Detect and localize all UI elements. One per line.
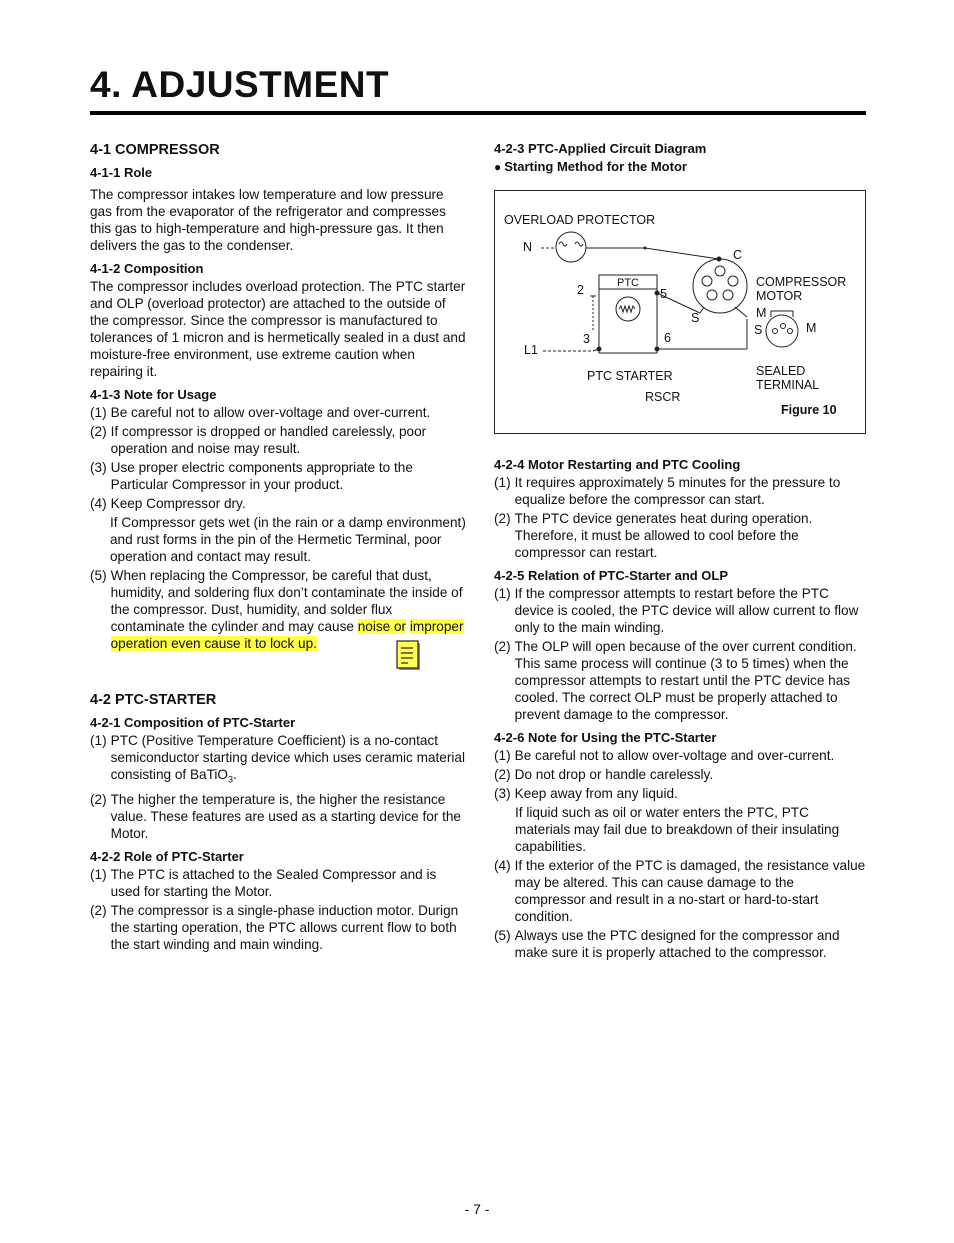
- list-item: [494, 510, 866, 561]
- item-number: (1): [494, 748, 511, 763]
- section-4-1-heading: 4-1 COMPRESSOR: [90, 142, 220, 158]
- list-item: [90, 866, 468, 900]
- item-text: It requires approximately 5 minutes for the pressure to equalize before the compressor can start.: [514, 475, 841, 507]
- list-item: [494, 747, 866, 764]
- item-text: The compressor is a single-phase induction motor. Durign the starting operation, the PTC allows current flow to both the start winding and main winding.: [110, 902, 459, 952]
- item-number: (2): [90, 791, 107, 807]
- terminal-s-label: S: [691, 311, 700, 325]
- item-1-tail: .: [233, 767, 237, 782]
- item-number: (4): [90, 496, 107, 511]
- item-text: If the compressor attempts to restart before the PTC device is cooled, the PTC device will allow current to flow only to the main winding.: [514, 586, 859, 635]
- item-text: Keep Compressor dry.: [110, 496, 246, 511]
- item-text: The PTC device generates heat during operation. Therefore, it must be allowed to cool before the compressor can restart.: [514, 511, 813, 560]
- item-number: (1): [494, 586, 511, 601]
- section-4-2-1-heading: 4-2-1 Composition of PTC-Starter: [90, 715, 296, 730]
- item-text: The OLP will open because of the over current condition. This same process will continue (3 to 5 times) when the compressor attempts to restart until the PTC device has cooled. The correct OLP must be properly attached to prevent damage to the compressor.: [514, 639, 857, 722]
- note-icon[interactable]: [396, 640, 422, 672]
- item-3-extra-text: If liquid such as oil or water enters the PTC, PTC materials may fail due to breakdown of their insulating capabilities.: [515, 805, 840, 854]
- item-text: If the exterior of the PTC is damaged, the resistance value may be altered. This can cause damage to the compressor and result in a no-start or hard-to-start condition.: [514, 858, 866, 924]
- subheading: [494, 158, 866, 176]
- overload-protector-label: OVERLOAD PROTECTOR: [504, 213, 656, 227]
- ptc-starter-label: PTC STARTER: [587, 369, 673, 383]
- item-number: (1): [494, 475, 511, 490]
- list-item: [494, 638, 866, 723]
- section-4-1-1-heading: 4-1-1 Role: [90, 165, 153, 180]
- ptc-label: PTC: [617, 277, 639, 289]
- item-number: (1): [90, 733, 107, 748]
- right-column: [494, 140, 866, 961]
- item-text: Be careful not to allow over-voltage and over-current.: [514, 748, 835, 763]
- section-4-1-2-text: The compressor includes overload protection. The PTC starter and OLP (overload protector) are attached to the outside of the compressor. Since the compressor is manufactured to tolerances of 1 micron and is hermetically sealed in a dust and moisture-free environment, use extreme caution when repairing it.: [90, 279, 466, 379]
- list-item: [90, 495, 468, 512]
- starting-method-heading: Starting Method for the Motor: [504, 159, 687, 174]
- list-item: [90, 459, 468, 493]
- sealed-m-label: M: [806, 321, 817, 335]
- subscript: 3: [227, 774, 233, 785]
- item-text: Keep away from any liquid.: [514, 786, 678, 801]
- sealed-label: SEALED: [756, 364, 806, 378]
- item-number: (4): [494, 858, 511, 873]
- item-text: The PTC is attached to the Sealed Compressor and is used for starting the Motor.: [110, 866, 437, 899]
- bullet-icon: ●: [494, 159, 502, 174]
- item-text: If compressor is dropped or handled carelessly, poor operation and noise may result.: [110, 424, 427, 456]
- item-number: (2): [90, 902, 107, 918]
- usage-list: [90, 404, 468, 652]
- rscr-label: RSCR: [645, 390, 681, 404]
- section-4-1-1-text: The compressor intakes low temperature and low pressure gas from the evaporator of the refrigerator and compresses this gas to high-temperature and high-pressure gas. It then delivers the gas to the condenser.: [90, 187, 446, 253]
- item-number: (2): [90, 424, 107, 439]
- terminal-m-label: M: [756, 306, 767, 320]
- list-item: [90, 732, 468, 789]
- item-number: (1): [90, 866, 107, 882]
- list-item: [90, 404, 468, 421]
- item-number: (5): [90, 568, 107, 583]
- item-number: (3): [90, 460, 107, 475]
- item-text: The higher the temperature is, the higher the resistance value. These features are used as a starting device for the Motor.: [110, 791, 461, 841]
- item-text: Use proper electric components appropriate to the Particular Compressor in your product.: [110, 460, 413, 492]
- section-4-2-2-heading: 4-2-2 Role of PTC-Starter: [90, 848, 244, 864]
- list-item: [494, 585, 866, 636]
- list-item: [494, 766, 866, 783]
- list-item: [90, 902, 468, 953]
- terminal-5-label: 5: [660, 287, 667, 301]
- section-4-2-4-heading: 4-2-4 Motor Restarting and PTC Cooling: [494, 457, 741, 472]
- highlighted-text: improper operation even cause it to lock up.: [110, 619, 464, 651]
- section-4-2-3-heading: 4-2-3 PTC-Applied Circuit Diagram: [494, 141, 707, 156]
- item-number: (2): [494, 767, 511, 782]
- terminal-l1-label: L1: [524, 343, 538, 357]
- terminal-label: TERMINAL: [756, 378, 820, 392]
- left-column: [90, 140, 468, 953]
- item-number: (5): [494, 928, 511, 943]
- section-4-2-heading: 4-2 PTC-STARTER: [90, 692, 217, 708]
- list-item: [494, 927, 866, 961]
- item-5-text: When replacing the Compressor, be careful that dust, humidity, and soldering flux don’t contaminate the inside of the compressor. Dust, humidity, and solder flux contaminate the cylinder and may cause: [110, 568, 463, 634]
- section-4-2-5-heading: 4-2-5 Relation of PTC-Starter and OLP: [494, 568, 729, 583]
- page-number: - 7 -: [464, 1201, 490, 1217]
- terminal-c-label: C: [733, 248, 743, 262]
- list-item: [90, 423, 468, 457]
- highlighted-text: noise or: [357, 619, 407, 634]
- item-number: (1): [90, 405, 107, 420]
- item-number: (2): [494, 511, 511, 526]
- list-item: [494, 785, 866, 802]
- list-item: [494, 474, 866, 508]
- section-4-1-3-heading: 4-1-3 Note for Usage: [90, 387, 217, 402]
- title-rule: [90, 111, 866, 115]
- terminal-3-label: 3: [583, 332, 590, 346]
- item-number: (2): [494, 639, 511, 654]
- motor-label: MOTOR: [756, 289, 803, 303]
- list-item: [90, 791, 468, 842]
- item-text: Do not drop or handle carelessly.: [514, 767, 714, 782]
- terminal-2-label: 2: [577, 283, 584, 297]
- section-4-1-2-heading: 4-1-2 Composition: [90, 261, 204, 276]
- compressor-label: COMPRESSOR: [756, 275, 847, 289]
- terminal-6-label: 6: [664, 331, 671, 345]
- item-text: [111, 732, 468, 789]
- figure-caption: Figure 10: [781, 403, 837, 417]
- item-4-extra-text: If Compressor gets wet (in the rain or a damp environment) and rust forms in the pin of the Hermetic Terminal, poor operation and contact may result.: [110, 515, 466, 564]
- circuit-diagram: [494, 190, 866, 434]
- item-number: (3): [494, 786, 511, 801]
- item-1-text: PTC (Positive Temperature Coefficient) is a no-contact semiconductor starting device which uses ceramic material consisting of BaTiO: [110, 733, 465, 782]
- item-text: Be careful not to allow over-voltage and over-current.: [110, 405, 431, 420]
- item-text: Always use the PTC designed for the compressor and make sure it is properly attached to the compressor.: [514, 928, 840, 960]
- page-title: 4. ADJUSTMENT: [90, 64, 390, 105]
- terminal-n-label: N: [523, 240, 533, 254]
- list-item: [494, 857, 866, 925]
- sealed-s-label: S: [754, 323, 763, 337]
- section-4-2-6-heading: 4-2-6 Note for Using the PTC-Starter: [494, 730, 717, 745]
